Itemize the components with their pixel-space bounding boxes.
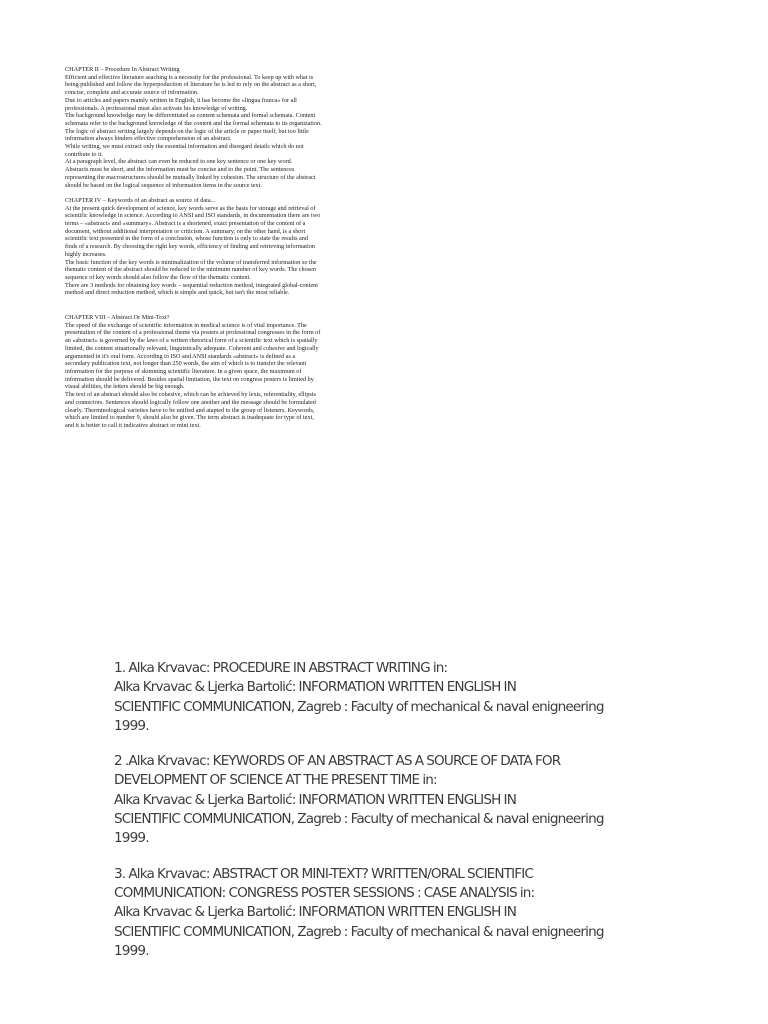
chapter-section bbox=[65, 66, 375, 189]
reference-line: DEVELOPMENT OF SCIENCE AT THE PRESENT TIME in: bbox=[114, 772, 437, 789]
reference-line: Alka Krvavac & Ljerka Bartolić: INFORMATION WRITTEN ENGLISH IN bbox=[114, 904, 517, 921]
reference-line: 1. Alka Krvavac: PROCEDURE IN ABSTRACT WRITING in: bbox=[114, 660, 448, 676]
chapter-text-line: information always hinders effective comprehension of an abstract. bbox=[65, 135, 232, 143]
chapter-text-line: being published and follow the hyperpoduction of literature he is led to rely on the abstract as a short, bbox=[65, 81, 317, 89]
reference-entry bbox=[114, 752, 714, 848]
chapter-text-line: information for the purpose of skimming scientific literature. In a given space, the maximum of bbox=[65, 368, 302, 375]
chapter-text-line: and it is better to call it indicative abstract or mini text. bbox=[65, 421, 201, 429]
chapter-text-line: argumented in it's oral form. According to ISO and ANSI standards «abstract» is defined as a bbox=[65, 352, 296, 360]
chapter-text-line: The text of an abstract should also be cohesive, which can be achieved by lexis, referentiality, ellipsis bbox=[65, 391, 316, 399]
reference-entry bbox=[114, 865, 714, 961]
chapter-text-line: There are 3 methods for obtaining key words – sequential reduction method, integrated global-content bbox=[65, 281, 318, 289]
chapter-text-line: which are limited to number 9, should also be given. The term abstract is inadequate for type of text, bbox=[65, 414, 314, 422]
chapter-text-line: scientific knowledge in science. According to ANSI and ISO standards, in documentation there are two bbox=[65, 212, 321, 220]
chapter-text-line: finds of a research. By choosing the right key words, efficiency of finding and retrieving information bbox=[65, 243, 315, 251]
reference-line: Alka Krvavac & Ljerka Bartolić: INFORMATION WRITTEN ENGLISH IN bbox=[114, 791, 517, 808]
chapter-text-line: document, without additional interpretation or criticism. A summary, on the other hand, is a short bbox=[65, 227, 306, 235]
reference-line: SCIENTIFIC COMMUNICATION, Zagreb : Faculty of mechanical & naval enigneering bbox=[114, 923, 604, 940]
chapter-text-line: secondary publication text, not longer than 250 words, the aim of which is to transfer the relevant bbox=[65, 360, 307, 368]
chapter-text-line: representing the macrostructures should be mutually linked by cohesion. The structure of the abstract bbox=[65, 173, 316, 181]
reference-line: 2 .Alka Krvavac: KEYWORDS OF AN ABSTRACT AS A SOURCE OF DATA FOR bbox=[114, 753, 561, 770]
chapter-text-line: While writing, we must extract only the essential information and disregard details which do not bbox=[65, 143, 304, 151]
chapter-text-line: concise, complete and accurate source of information. bbox=[65, 89, 199, 97]
chapter-text-line: contribute to it. bbox=[65, 150, 103, 158]
reference-line: COMMUNICATION: CONGRESS POSTER SESSIONS : CASE ANALYSIS in: bbox=[114, 884, 535, 901]
chapter-text-line: information should be delivered. Besides spatial limitation, the text on congress posters is limited by bbox=[65, 375, 314, 383]
chapter-text-line: limited, the content situationally relevant, linguistically adequate. Coherent and cohesive and logically bbox=[65, 344, 319, 352]
chapter-text-line: The logic of abstract writing largely depends on the logic of the article or paper itself, but too little bbox=[65, 127, 309, 135]
reference-entry bbox=[114, 659, 714, 736]
chapter-text-line: method and direct reduction method, which is simple and quick, but isn't the most reliable. bbox=[65, 289, 290, 297]
chapter-text-line: thematic content of the abstract should be reduced to the minimum number of key words. The chosen bbox=[65, 266, 316, 274]
chapter-notes bbox=[65, 66, 375, 430]
chapter-text-line: terms – «abstract» and «summary». Abstract is a shortened, exact presentation of the content of a bbox=[65, 220, 306, 228]
chapter-text-line: clearly. Therminological varieties have to be unified and atapted to the group of listeners. Keywords, bbox=[65, 406, 315, 414]
chapter-text-line: Due to articles and papers mainly written in English, it has become the «lingua franca» for all bbox=[65, 96, 297, 104]
reference-line: Alka Krvavac & Ljerka Bartolić: INFORMATION WRITTEN ENGLISH IN bbox=[114, 679, 517, 696]
chapter-text-line: presentation of the content of a professional theme via posters at professional congresses in the form of bbox=[65, 329, 321, 337]
reference-line: 1999. bbox=[114, 942, 149, 959]
chapter-text-line: highly increases. bbox=[65, 250, 107, 258]
references-list bbox=[114, 659, 714, 961]
reference-line: SCIENTIFIC COMMUNICATION, Zagreb : Faculty of mechanical & naval enigneering bbox=[114, 698, 604, 715]
chapter-section bbox=[65, 197, 375, 297]
chapter-text-line: sequence of key words should also follow the flow of the thematic content. bbox=[65, 273, 251, 281]
chapter-text-line: and connectors. Sentences should logically follow one another and the message should be formulated bbox=[65, 398, 316, 406]
chapter-text-line: should be based on the logical sequence of information items in the source text. bbox=[65, 181, 262, 189]
chapter-text-line: At the present quick development of science, key words serve as the basis for storage and retrieval of bbox=[65, 204, 316, 212]
chapter-text-line: The speed of the exchange of scientific information in medical science is of vital importance. The bbox=[65, 321, 307, 329]
chapter-text-line: The background knowledge may be differentiated as content schemata and formal schemata. Content bbox=[65, 112, 316, 120]
chapter-text-line: professionals. A professional must also activate his knowledge of writing. bbox=[65, 104, 248, 112]
reference-line: 3. Alka Krvavac: ABSTRACT OR MINI-TEXT? WRITTEN/ORAL SCIENTIFIC bbox=[114, 865, 534, 882]
reference-line: 1999. bbox=[114, 717, 149, 734]
reference-line: SCIENTIFIC COMMUNICATION, Zagreb : Faculty of mechanical & naval enigneering bbox=[114, 811, 604, 828]
chapter-text-line: scientific text presented in the form of a conclusion, whose function is only to state the results and bbox=[65, 235, 308, 243]
chapter-text-line: Efficient and effective literature seaching is a necessity for the professional. To keep up with what is bbox=[65, 73, 314, 81]
chapter-text-line: At a paragraph level, the abstract can even be reduced to one key sentence or one key word. bbox=[65, 158, 293, 166]
chapter-heading: CHAPTER II – Procedure In Abstract Writing bbox=[65, 66, 180, 73]
chapter-section bbox=[65, 314, 375, 430]
chapter-text-line: Abstracts must be short, and the information must be concise and to the point. The sentences bbox=[65, 166, 295, 174]
chapter-text-line: an «abstract» is governed by the laws of a written rhetorical form of a scientific text which is spatially bbox=[65, 337, 318, 345]
chapter-heading: CHAPTER VIII – Abstract Or Mini-Text? bbox=[65, 314, 170, 322]
chapter-text-line: The basic function of the key words is minimalization of the volume of transferred information so the bbox=[65, 258, 317, 266]
reference-line: 1999. bbox=[114, 830, 149, 847]
chapter-heading: CHAPTER IV – Keywords of an abstract as source of data... bbox=[65, 196, 216, 204]
chapter-text-line: schemata refer to the background knowledge of the content and the formal schemata to its organization. bbox=[65, 119, 322, 127]
chapter-text-line: visual abilities, the letters should be big enough. bbox=[65, 383, 185, 391]
